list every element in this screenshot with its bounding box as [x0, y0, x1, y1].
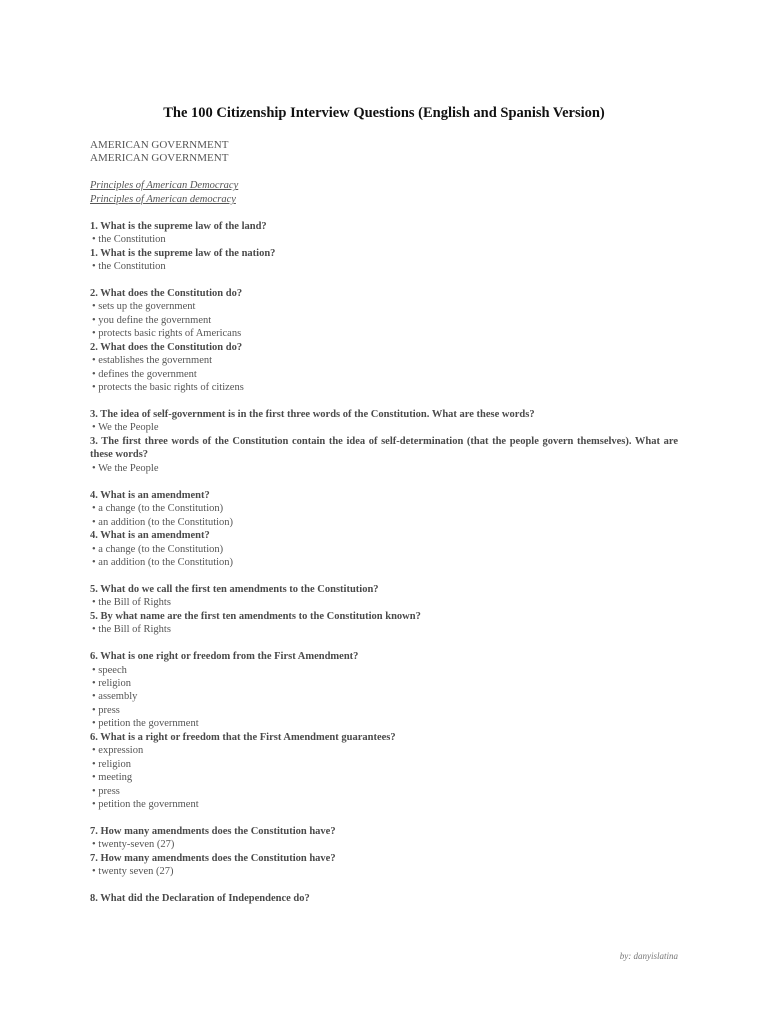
answer-spanish: • We the People — [92, 462, 159, 474]
answer-english: • a change (to the Constitution) — [92, 503, 224, 515]
section-heading-english: AMERICAN GOVERNMENT — [90, 139, 229, 151]
answer-english: • press — [92, 704, 120, 716]
question-block — [90, 287, 678, 395]
answer-spanish: • expression — [92, 745, 144, 757]
question-spanish: 3. The first three words of the Constitution contain the idea of self-determination (that the people govern themselves). What are these words? — [90, 435, 678, 461]
answer-spanish: • defines the government — [92, 368, 197, 380]
answer-spanish: • press — [92, 785, 120, 797]
answer-english: • an addition (to the Constitution) — [92, 516, 234, 528]
question-block — [90, 650, 678, 811]
question-block — [90, 408, 678, 475]
answer-spanish: • petition the government — [92, 799, 199, 811]
section-heading-spanish: AMERICAN GOVERNMENT — [90, 152, 229, 165]
answer-spanish: • establishes the government — [92, 355, 213, 367]
question-block — [90, 489, 678, 570]
question-block — [90, 825, 678, 879]
question-spanish: 4. What is an amendment? — [90, 530, 210, 542]
question-spanish: 6. What is a right or freedom that the First Amendment guarantees? — [90, 731, 396, 743]
question-english: 8. What did the Declaration of Independence do? — [90, 893, 310, 905]
answer-english: • sets up the government — [92, 301, 196, 313]
question-block — [90, 220, 678, 274]
question-english: 6. What is one right or freedom from the First Amendment? — [90, 651, 359, 663]
question-spanish: 7. How many amendments does the Constitution have? — [90, 852, 336, 864]
question-spanish: 2. What does the Constitution do? — [90, 341, 243, 353]
question-english: 7. How many amendments does the Constitution have? — [90, 825, 336, 837]
answer-english: • We the People — [92, 422, 159, 434]
question-list — [90, 220, 678, 906]
answer-spanish: • an addition (to the Constitution) — [92, 556, 234, 568]
answer-spanish: • twenty seven (27) — [92, 866, 174, 878]
question-english: 5. What do we call the first ten amendments to the Constitution? — [90, 583, 379, 595]
answer-english: • the Constitution — [92, 234, 166, 246]
author-credit: by: danyislatina — [619, 951, 678, 961]
page-title: The 100 Citizenship Interview Questions (English and Spanish Version) — [163, 105, 605, 121]
answer-english: • twenty-seven (27) — [92, 839, 175, 851]
answer-english: • assembly — [92, 691, 138, 703]
document-body — [90, 139, 678, 906]
subsection-heading-spanish: Principles of American democracy — [90, 193, 236, 205]
answer-english: • the Bill of Rights — [92, 597, 171, 609]
question-block — [90, 892, 678, 905]
question-english: 1. What is the supreme law of the land? — [90, 220, 267, 232]
question-english: 2. What does the Constitution do? — [90, 287, 243, 299]
question-spanish: 5. By what name are the first ten amendments to the Constitution known? — [90, 610, 421, 622]
answer-spanish: • a change (to the Constitution) — [92, 543, 224, 555]
answer-spanish: • meeting — [92, 772, 133, 784]
answer-spanish: • religion — [92, 758, 131, 770]
question-english: 4. What is an amendment? — [90, 489, 210, 501]
question-spanish: 1. What is the supreme law of the nation? — [90, 247, 276, 259]
answer-english: • protects basic rights of Americans — [92, 328, 242, 340]
question-english: 3. The idea of self-government is in the first three words of the Constitution. What are these words? — [90, 409, 535, 420]
answer-english: • speech — [92, 664, 127, 676]
answer-english: • religion — [92, 678, 131, 690]
answer-spanish: • protects the basic rights of citizens — [92, 382, 244, 394]
subsection-heading-english: Principles of American Democracy — [90, 180, 239, 192]
question-block — [90, 583, 678, 637]
answer-spanish: • the Bill of Rights — [92, 624, 171, 636]
answer-english: • you define the government — [92, 314, 212, 326]
answer-english: • petition the government — [92, 718, 199, 730]
answer-spanish: • the Constitution — [92, 261, 166, 273]
